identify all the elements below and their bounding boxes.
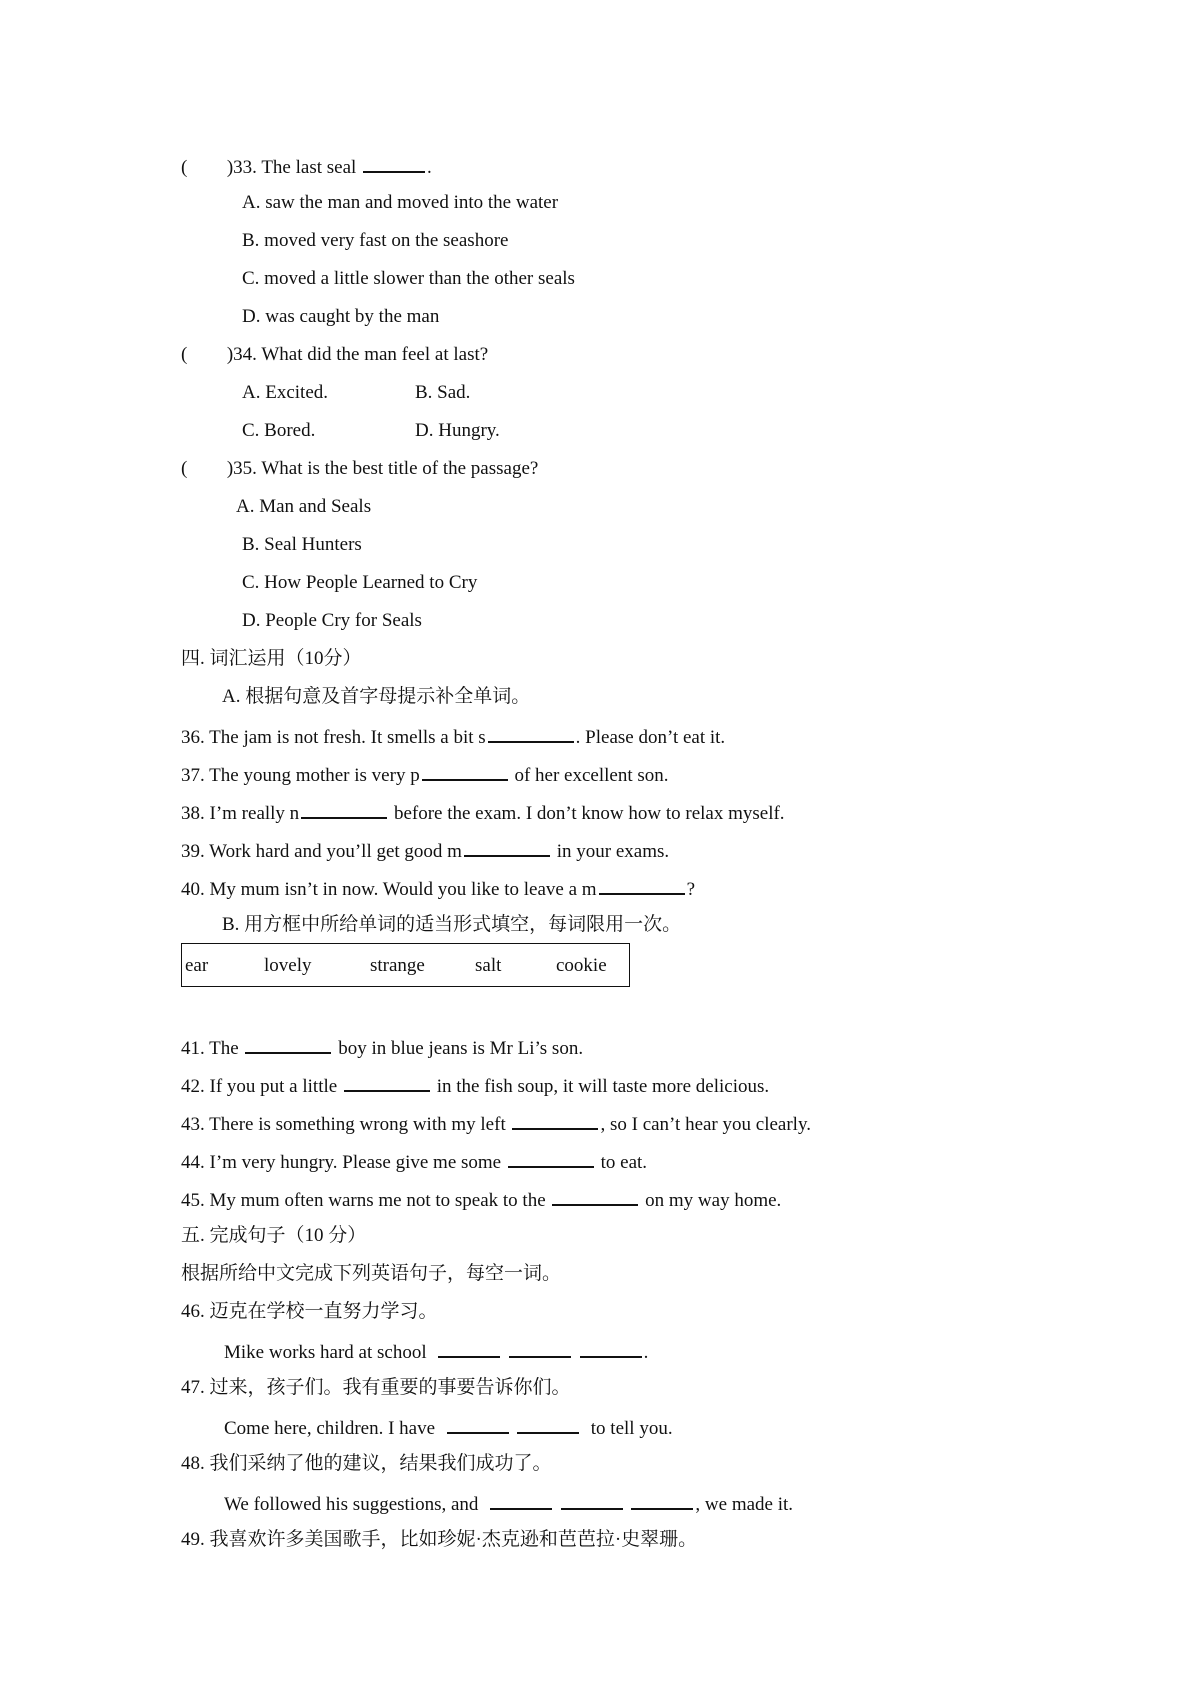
word-bank-item: strange (370, 955, 425, 976)
answer-paren-left: ( (181, 157, 188, 178)
answer-blank[interactable] (301, 799, 387, 819)
question-43: 43. There is something wrong with my left , so I can’t hear you clearly. (181, 1110, 811, 1137)
question-38: 38. I’m really n before the exam. I don’t know how to relax myself. (181, 799, 785, 826)
answer-blank[interactable] (344, 1072, 430, 1092)
question-number: )34. (226, 344, 257, 365)
question-46-chinese: 46. 迈克在学校一直努力学习。 (181, 1301, 438, 1322)
answer-blank[interactable] (512, 1110, 598, 1130)
answer-blank[interactable] (508, 1148, 594, 1168)
question-number: )33. (226, 157, 257, 178)
question-48: We followed his suggestions, and , we made it. (224, 1490, 793, 1517)
answer-blank[interactable] (488, 723, 574, 743)
question-47: Come here, children. I have to tell you. (224, 1414, 673, 1441)
question-number: )35. (226, 458, 257, 479)
section-instruction: B. 用方框中所给单词的适当形式填空，每词限用一次。 (222, 914, 682, 935)
option: B. moved very fast on the seashore (242, 230, 509, 251)
question-39: 39. Work hard and you’ll get good m in your exams. (181, 837, 669, 864)
option: A. Man and Seals (236, 496, 372, 517)
section-instruction: 根据所给中文完成下列英语句子，每空一词。 (181, 1263, 562, 1284)
section-title: 五. 完成句子（10 分） (181, 1225, 367, 1246)
answer-blank[interactable] (561, 1490, 623, 1510)
answer-blank[interactable] (447, 1414, 509, 1434)
word-bank-box (181, 943, 630, 987)
answer-blank[interactable] (552, 1186, 638, 1206)
section-title: 四. 词汇运用（10分） (181, 648, 362, 669)
word-bank-item: lovely (264, 955, 312, 976)
option: B. Sad. (415, 382, 471, 403)
word-bank-item: ear (185, 955, 209, 976)
answer-blank[interactable] (438, 1338, 500, 1358)
question-stem: The last seal (261, 157, 357, 178)
question-46: Mike works hard at school . (224, 1338, 648, 1365)
section-instruction: A. 根据句意及首字母提示补全单词。 (222, 686, 531, 707)
option: D. People Cry for Seals (242, 610, 422, 631)
question-45: 45. My mum often warns me not to speak to the on my way home. (181, 1186, 781, 1213)
question-37: 37. The young mother is very p of her excellent son. (181, 761, 669, 788)
answer-blank[interactable] (422, 761, 508, 781)
option: D. was caught by the man (242, 306, 440, 327)
answer-blank[interactable] (464, 837, 550, 857)
option: D. Hungry. (415, 420, 500, 441)
question-34 (181, 343, 488, 367)
option: C. How People Learned to Cry (242, 572, 478, 593)
answer-blank[interactable] (245, 1034, 331, 1054)
answer-blank[interactable] (490, 1490, 552, 1510)
answer-blank[interactable] (509, 1338, 571, 1358)
question-48-chinese: 48. 我们采纳了他的建议，结果我们成功了。 (181, 1453, 552, 1474)
question-36: 36. The jam is not fresh. It smells a bit s . Please don’t eat it. (181, 723, 725, 750)
option: C. moved a little slower than the other seals (242, 268, 575, 289)
question-stem: What is the best title of the passage? (261, 458, 539, 479)
answer-blank[interactable] (631, 1490, 693, 1510)
option: B. Seal Hunters (242, 534, 362, 555)
option: A. saw the man and moved into the water (242, 192, 559, 213)
word-bank-item: salt (475, 955, 502, 976)
answer-blank[interactable] (599, 875, 685, 895)
option: A. Excited. (242, 382, 329, 403)
question-44: 44. I’m very hungry. Please give me some to eat. (181, 1148, 647, 1175)
answer-paren-left: ( (181, 344, 188, 365)
question-35 (181, 457, 538, 481)
answer-paren-left: ( (181, 458, 188, 479)
answer-blank[interactable] (517, 1414, 579, 1434)
question-42: 42. If you put a little in the fish soup, it will taste more delicious. (181, 1072, 769, 1099)
question-40: 40. My mum isn’t in now. Would you like to leave a m ? (181, 875, 695, 902)
answer-blank[interactable] (580, 1338, 642, 1358)
question-47-chinese: 47. 过来，孩子们。我有重要的事要告诉你们。 (181, 1377, 571, 1398)
question-stem: What did the man feel at last? (261, 344, 489, 365)
question-49-chinese: 49. 我喜欢许多美国歌手，比如珍妮·杰克逊和芭芭拉·史翠珊。 (181, 1529, 698, 1550)
answer-blank[interactable] (363, 153, 425, 173)
word-bank-item: cookie (556, 955, 607, 976)
question-33: ( )33. The last seal . (181, 153, 432, 180)
option: C. Bored. (242, 420, 316, 441)
question-41: 41. The boy in blue jeans is Mr Li’s son. (181, 1034, 583, 1061)
